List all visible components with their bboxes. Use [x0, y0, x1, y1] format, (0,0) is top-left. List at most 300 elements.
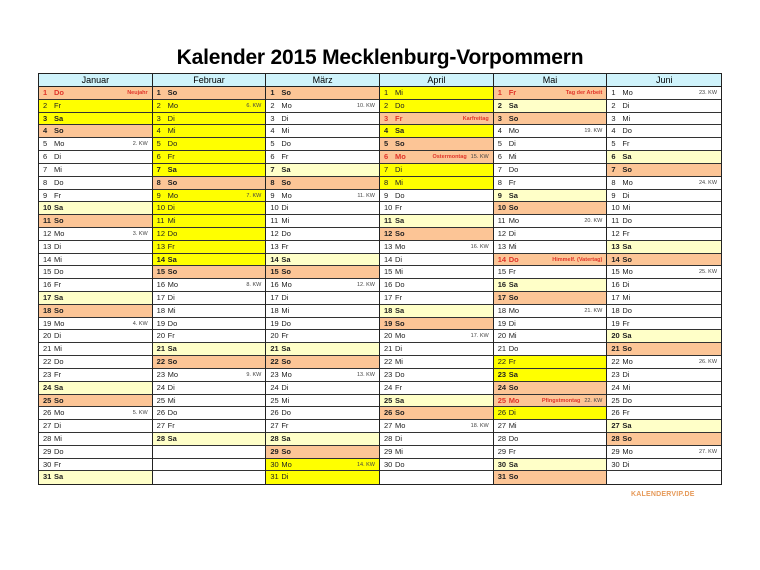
- day-cell: [494, 138, 607, 151]
- day-number: 14: [497, 254, 507, 264]
- weekday: Sa: [167, 433, 177, 443]
- day-cell: [153, 382, 266, 395]
- weekday: Do: [167, 139, 178, 149]
- day-cell: [153, 292, 266, 305]
- day-cell: [607, 356, 721, 369]
- day-number: 20: [43, 331, 52, 341]
- day-number: 8: [384, 177, 389, 187]
- day-cell: [607, 279, 721, 292]
- weekday: Do: [395, 100, 405, 110]
- weekday: Mo: [508, 216, 520, 226]
- weekday: So: [54, 126, 64, 136]
- day-number: 10: [43, 203, 52, 213]
- weekday: Mi: [54, 254, 62, 264]
- day-number: 10: [611, 203, 620, 213]
- weekday: Di: [508, 139, 516, 149]
- day-cell: [39, 254, 152, 267]
- day-number: 6: [43, 152, 48, 162]
- day-cell: [39, 190, 152, 203]
- day-number: 13: [156, 241, 166, 251]
- weekday: Sa: [508, 280, 518, 290]
- day-cell: [607, 420, 721, 433]
- day-cell: [266, 215, 379, 228]
- weekday: Fr: [167, 241, 175, 251]
- weekday: Mi: [167, 126, 176, 136]
- day-number: 5: [497, 139, 502, 149]
- day-number: 16: [384, 280, 393, 290]
- day-number: 11: [384, 216, 392, 226]
- day-number: 14: [611, 254, 620, 264]
- day-number: 19: [156, 318, 166, 328]
- day-number: 22: [611, 357, 620, 367]
- weekday: Mi: [281, 305, 290, 315]
- weekday: Mi: [167, 395, 176, 405]
- day-number: 1: [270, 88, 275, 97]
- footer-brand: KALENDERVIP.DE: [631, 491, 695, 498]
- day-number: 7: [270, 164, 275, 174]
- weekday: Do: [281, 318, 291, 328]
- day-number: 23: [156, 369, 166, 379]
- day-cell: [494, 113, 607, 126]
- weekday: Fr: [167, 331, 175, 341]
- weekday: Fr: [281, 421, 289, 431]
- weekday: Mo: [395, 421, 406, 431]
- day-number: 17: [384, 293, 393, 302]
- day-number: 25: [43, 395, 52, 405]
- day-cell: [39, 305, 152, 318]
- day-cell: [153, 100, 266, 113]
- weekday: Fr: [622, 139, 630, 149]
- day-cell: [266, 164, 379, 177]
- calendar-week: 26. KW: [698, 359, 718, 366]
- day-cell: [39, 279, 152, 292]
- weekday: Fr: [281, 152, 289, 162]
- calendar-week: 21. KW: [584, 307, 603, 314]
- day-cell: [266, 369, 379, 382]
- weekday: Fr: [508, 177, 516, 187]
- weekday: Mo: [508, 305, 520, 315]
- weekday: Do: [508, 433, 519, 443]
- day-cell: [494, 125, 607, 138]
- day-number: 20: [270, 331, 279, 341]
- weekday: Do: [167, 318, 178, 328]
- day-cell: [266, 241, 379, 254]
- weekday: Sa: [622, 331, 632, 341]
- day-number: 18: [611, 305, 620, 315]
- weekday: Sa: [54, 382, 64, 392]
- calendar-week: 23. KW: [698, 90, 718, 96]
- calendar-week: 4. KW: [132, 320, 148, 327]
- weekday: Sa: [281, 164, 291, 174]
- day-cell: [39, 100, 152, 113]
- weekday: Sa: [54, 472, 64, 482]
- weekday: So: [622, 164, 632, 174]
- day-number: 24: [270, 382, 279, 392]
- day-number: 25: [497, 395, 507, 405]
- day-number: 25: [156, 395, 166, 405]
- weekday: Do: [281, 228, 291, 238]
- day-number: 22: [43, 357, 52, 367]
- day-cell: [380, 407, 493, 420]
- weekday: Di: [281, 293, 289, 302]
- weekday: Mo: [281, 280, 292, 290]
- day-number: 12: [611, 228, 620, 238]
- weekday: Do: [54, 357, 64, 367]
- day-number: 9: [43, 190, 48, 200]
- calendar-week: 25. KW: [698, 269, 718, 276]
- day-number: 12: [384, 228, 393, 238]
- day-number: 22: [156, 357, 166, 367]
- day-number: 23: [270, 369, 279, 379]
- day-cell: [380, 459, 493, 472]
- day-number: 21: [156, 344, 166, 354]
- weekday: Mi: [167, 216, 176, 226]
- day-number: 13: [43, 241, 52, 251]
- day-cell: [153, 279, 266, 292]
- day-number: 5: [43, 139, 48, 149]
- weekday: Di: [281, 382, 289, 392]
- day-number: 29: [611, 446, 620, 456]
- day-number: 16: [270, 280, 279, 290]
- day-number: 12: [43, 228, 52, 238]
- day-number: 25: [611, 395, 620, 405]
- day-cell: [380, 446, 493, 459]
- day-number: 16: [43, 280, 52, 290]
- day-cell: [494, 407, 607, 420]
- weekday: Fr: [54, 280, 62, 290]
- weekday: Fr: [622, 228, 630, 238]
- weekday: Do: [395, 459, 405, 469]
- weekday: Do: [508, 344, 519, 354]
- day-number: 2: [497, 100, 502, 110]
- day-number: 29: [497, 446, 507, 456]
- day-number: 4: [611, 126, 616, 136]
- day-cell: [39, 382, 152, 395]
- weekday: Sa: [395, 395, 405, 405]
- day-cell: [494, 343, 607, 356]
- day-number: 14: [270, 254, 279, 264]
- calendar-week: 16. KW: [470, 243, 489, 250]
- day-cell: [380, 87, 493, 100]
- day-number: 1: [43, 88, 48, 97]
- weekday: So: [395, 408, 405, 418]
- day-cell: [153, 407, 266, 420]
- day-cell: [380, 190, 493, 203]
- day-cell: [153, 330, 266, 343]
- day-cell: [39, 138, 152, 151]
- day-cell: [607, 241, 721, 254]
- day-number: 10: [156, 203, 166, 213]
- day-number: 18: [270, 305, 279, 315]
- day-cell: [153, 395, 266, 408]
- day-number: 21: [43, 344, 52, 354]
- calendar-week: 13. KW: [356, 371, 376, 378]
- day-number: 27: [270, 421, 279, 431]
- day-number: 10: [384, 203, 393, 213]
- day-cell: [39, 330, 152, 343]
- calendar-week: 8. KW: [246, 282, 262, 289]
- day-cell: [39, 420, 152, 433]
- day-number: 27: [156, 421, 166, 431]
- day-number: 22: [497, 357, 507, 367]
- weekday: So: [622, 344, 632, 354]
- day-number: 25: [384, 395, 393, 405]
- day-number: 26: [270, 408, 279, 418]
- day-cell: [39, 446, 152, 459]
- weekday: Mi: [54, 344, 62, 354]
- day-cell: [380, 369, 493, 382]
- day-number: 6: [384, 152, 389, 162]
- day-cell: [153, 151, 266, 164]
- day-cell: [266, 138, 379, 151]
- calendar-week: 24. KW: [698, 179, 718, 186]
- day-cell: [494, 190, 607, 203]
- day-cell: [266, 87, 379, 100]
- calendar-week: 18. KW: [470, 423, 489, 430]
- day-cell: [266, 228, 379, 241]
- day-number: 26: [156, 408, 166, 418]
- day-cell: [266, 125, 379, 138]
- weekday: Sa: [395, 126, 405, 136]
- calendar-week: 27. KW: [698, 448, 718, 455]
- day-cell: [607, 446, 721, 459]
- day-number: 13: [384, 241, 393, 251]
- day-number: 6: [270, 152, 275, 162]
- day-cell: [494, 330, 607, 343]
- day-number: 21: [497, 344, 507, 354]
- day-cell: [494, 177, 607, 190]
- calendar-week: 9. KW: [246, 371, 262, 378]
- weekday: So: [622, 433, 632, 443]
- calendar-week: 14. KW: [356, 461, 376, 468]
- day-cell: [380, 151, 493, 164]
- day-number: 13: [611, 241, 620, 251]
- holiday-name: Himmelf. (Vatertag): [552, 256, 603, 263]
- month-column-2: [153, 74, 267, 484]
- weekday: Sa: [167, 344, 177, 354]
- weekday: Mo: [167, 190, 179, 200]
- calendar-week: 17. KW: [470, 333, 489, 340]
- weekday: Di: [167, 113, 175, 123]
- day-number: 20: [156, 331, 166, 341]
- day-cell: [607, 266, 721, 279]
- weekday: So: [508, 113, 519, 123]
- day-cell: [39, 407, 152, 420]
- day-number: 9: [156, 190, 161, 200]
- weekday: Mi: [622, 382, 631, 392]
- day-number: 6: [497, 152, 502, 162]
- day-number: 7: [611, 164, 616, 174]
- day-cell: [153, 215, 266, 228]
- calendar-week: 12. KW: [356, 282, 376, 289]
- day-cell: [153, 420, 266, 433]
- day-number: 5: [384, 139, 389, 149]
- weekday: Di: [622, 459, 630, 469]
- day-cell: [494, 202, 607, 215]
- weekday: Do: [281, 139, 291, 149]
- day-number: 28: [156, 433, 166, 443]
- day-cell: [266, 433, 379, 446]
- day-cell: [607, 395, 721, 408]
- weekday: So: [54, 305, 64, 315]
- day-cell: [39, 177, 152, 190]
- day-cell: [494, 279, 607, 292]
- day-number: 17: [270, 293, 279, 302]
- weekday: Sa: [54, 203, 64, 213]
- day-cell: [607, 330, 721, 343]
- holiday-name: Karfreitag: [462, 115, 489, 122]
- month-column-4: [380, 74, 494, 484]
- day-cell: [266, 330, 379, 343]
- weekday: So: [281, 446, 291, 456]
- weekday: Fr: [167, 152, 175, 162]
- weekday: Sa: [508, 459, 518, 469]
- empty-day-cell: [607, 471, 721, 484]
- day-cell: [153, 241, 266, 254]
- weekday: Fr: [54, 100, 62, 110]
- weekday: Di: [395, 164, 403, 174]
- day-number: 29: [384, 446, 393, 456]
- day-number: 24: [384, 382, 393, 392]
- day-cell: [494, 228, 607, 241]
- day-cell: [39, 369, 152, 382]
- day-number: 5: [270, 139, 275, 149]
- weekday: So: [508, 293, 519, 302]
- day-cell: [380, 279, 493, 292]
- day-cell: [266, 395, 379, 408]
- day-cell: [39, 459, 152, 472]
- day-cell: [266, 446, 379, 459]
- day-number: 20: [611, 331, 620, 341]
- calendar-week: 10. KW: [356, 102, 376, 109]
- page-title: Kalender 2015 Mecklenburg-Vorpommern: [176, 46, 584, 69]
- month-column-6: [607, 74, 721, 484]
- weekday: Do: [508, 254, 519, 264]
- weekday: Fr: [508, 357, 516, 367]
- day-cell: [494, 241, 607, 254]
- day-cell: [607, 151, 721, 164]
- day-number: 8: [156, 177, 161, 187]
- day-number: 23: [611, 369, 620, 379]
- day-cell: [494, 266, 607, 279]
- day-number: 7: [384, 164, 389, 174]
- weekday: Mo: [395, 331, 406, 341]
- day-number: 1: [497, 88, 502, 97]
- day-number: 9: [497, 190, 502, 200]
- day-number: 26: [384, 408, 393, 418]
- weekday: Mo: [622, 177, 633, 187]
- day-cell: [39, 356, 152, 369]
- weekday: Di: [281, 113, 289, 123]
- day-number: 15: [43, 267, 52, 277]
- weekday: Di: [395, 254, 403, 264]
- day-number: 30: [270, 459, 279, 469]
- day-number: 3: [384, 113, 389, 123]
- day-cell: [266, 343, 379, 356]
- day-number: 19: [43, 318, 52, 328]
- calendar-week: 2. KW: [132, 141, 148, 148]
- weekday: Do: [54, 88, 64, 97]
- day-number: 23: [43, 369, 52, 379]
- day-number: 4: [384, 126, 389, 136]
- day-number: 11: [497, 216, 506, 226]
- weekday: Sa: [622, 152, 632, 162]
- day-cell: [380, 177, 493, 190]
- weekday: Di: [281, 203, 289, 213]
- weekday: Di: [395, 433, 403, 443]
- weekday: Sa: [167, 254, 177, 264]
- day-cell: [494, 395, 607, 408]
- weekday: Do: [395, 190, 405, 200]
- day-cell: [380, 420, 493, 433]
- day-cell: [266, 356, 379, 369]
- weekday: Mi: [281, 216, 290, 226]
- day-cell: [266, 382, 379, 395]
- day-number: 8: [611, 177, 616, 187]
- day-cell: [607, 125, 721, 138]
- calendar-week: 15. KW: [470, 154, 489, 161]
- day-cell: [266, 151, 379, 164]
- day-number: 22: [384, 357, 393, 367]
- weekday: Do: [167, 228, 178, 238]
- day-number: 3: [156, 113, 161, 123]
- month-header: Mai: [494, 74, 607, 87]
- day-number: 6: [611, 152, 616, 162]
- day-cell: [153, 254, 266, 267]
- day-number: 7: [497, 164, 502, 174]
- day-cell: [607, 190, 721, 203]
- weekday: Fr: [281, 241, 289, 251]
- day-number: 15: [497, 267, 507, 277]
- day-number: 17: [43, 293, 52, 302]
- day-cell: [607, 382, 721, 395]
- day-number: 15: [611, 267, 620, 277]
- weekday: Fr: [395, 113, 403, 123]
- day-cell: [153, 343, 266, 356]
- weekday: Mo: [281, 190, 292, 200]
- weekday: Mi: [395, 88, 403, 97]
- day-number: 8: [270, 177, 275, 187]
- day-cell: [607, 228, 721, 241]
- weekday: Mo: [281, 369, 292, 379]
- weekday: So: [508, 472, 519, 482]
- day-number: 12: [497, 228, 507, 238]
- weekday: So: [167, 267, 178, 277]
- day-number: 24: [497, 382, 507, 392]
- day-number: 25: [270, 395, 279, 405]
- day-number: 9: [611, 190, 616, 200]
- weekday: Mo: [508, 395, 520, 405]
- weekday: Mo: [622, 357, 633, 367]
- day-number: 2: [611, 100, 616, 110]
- day-cell: [39, 241, 152, 254]
- day-cell: [153, 356, 266, 369]
- day-cell: [153, 369, 266, 382]
- weekday: Fr: [508, 88, 517, 97]
- day-number: 14: [43, 254, 52, 264]
- day-cell: [266, 292, 379, 305]
- month-header: März: [266, 74, 379, 87]
- weekday: So: [281, 267, 291, 277]
- calendar-week: 3. KW: [132, 230, 148, 237]
- day-cell: [494, 356, 607, 369]
- month-header: April: [380, 74, 493, 87]
- weekday: So: [281, 177, 291, 187]
- weekday: Mi: [395, 446, 403, 456]
- empty-day-cell: [153, 471, 266, 484]
- day-cell: [607, 343, 721, 356]
- day-cell: [266, 459, 379, 472]
